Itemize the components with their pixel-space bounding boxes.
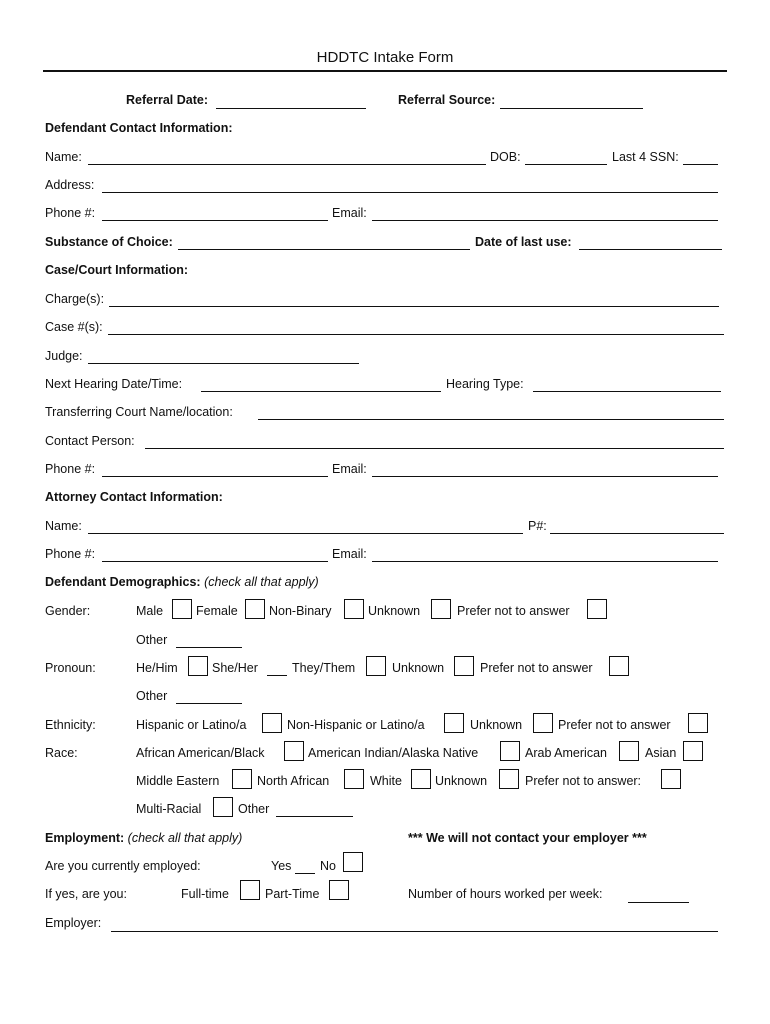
ethnicity-option-hispanic: Hispanic or Latino/a [136,718,247,732]
transferring-court-label: Transferring Court Name/location: [45,405,233,419]
gender-male-checkbox[interactable] [172,599,192,619]
referral-date-field[interactable] [216,108,366,109]
attorney-name-field[interactable] [88,533,523,534]
attorney-phone-field[interactable] [102,561,328,562]
race-option-arab-american: Arab American [525,746,607,760]
race-option-white: White [370,774,402,788]
employment-title: Employment: [45,831,125,845]
gender-label: Gender: [45,604,91,618]
gender-prefer-not-checkbox[interactable] [587,599,607,619]
race-american-indian-checkbox[interactable] [500,741,520,761]
transferring-court-field[interactable] [258,419,724,420]
last-use-field[interactable] [579,249,722,250]
attorney-contact-heading: Attorney Contact Information: [45,490,223,504]
race-label: Race: [45,746,78,760]
pronoun-option-prefer-not: Prefer not to answer [480,661,593,675]
dob-label: DOB: [490,150,521,164]
employer-label: Employer: [45,916,102,930]
race-other-label: Other [238,802,270,816]
race-option-prefer-not: Prefer not to answer: [525,774,642,788]
pronoun-prefer-not-checkbox[interactable] [609,656,629,676]
charges-field[interactable] [109,306,719,307]
referral-source-field[interactable] [500,108,643,109]
charges-label: Charge(s): [45,292,105,306]
race-asian-checkbox[interactable] [683,741,703,761]
contact-person-label: Contact Person: [45,434,135,448]
pronoun-label: Pronoun: [45,661,96,675]
race-option-multi-racial: Multi-Racial [136,802,202,816]
attorney-pnum-field[interactable] [550,533,724,534]
race-african-american-checkbox[interactable] [284,741,304,761]
pronoun-unknown-checkbox[interactable] [454,656,474,676]
gender-option-unknown: Unknown [368,604,421,618]
gender-nonbinary-checkbox[interactable] [344,599,364,619]
next-hearing-label: Next Hearing Date/Time: [45,377,183,391]
full-time-label: Full-time [181,887,229,901]
pronoun-option-theythem: They/Them [292,661,356,675]
title-rule [43,70,727,72]
contact-person-field[interactable] [145,448,724,449]
judge-label: Judge: [45,349,83,363]
ethnicity-unknown-checkbox[interactable] [533,713,553,733]
substance-field[interactable] [178,249,470,250]
employment-note: (check all that apply) [127,831,243,845]
race-multi-racial-checkbox[interactable] [213,797,233,817]
gender-female-checkbox[interactable] [245,599,265,619]
pronoun-option-sheher: She/Her [212,661,258,675]
referral-source-label: Referral Source: [398,93,496,107]
phone-label: Phone #: [45,206,96,220]
referral-date-label: Referral Date: [126,93,208,107]
demographics-note: (check all that apply) [204,575,319,589]
employed-no-label: No [320,859,336,873]
race-option-african-american: African American/Black [136,746,265,760]
employment-heading [45,831,242,845]
part-time-checkbox[interactable] [329,880,349,900]
ssn-field[interactable] [683,164,718,165]
hearing-type-field[interactable] [533,391,721,392]
race-north-african-checkbox[interactable] [344,769,364,789]
ethnicity-non-hispanic-checkbox[interactable] [444,713,464,733]
email-field[interactable] [372,220,718,221]
currently-employed-label: Are you currently employed: [45,859,201,873]
address-label: Address: [45,178,95,192]
gender-option-male: Male [136,604,164,618]
form-title: HDDTC Intake Form [316,49,454,66]
pronoun-sheher-blank[interactable] [267,675,287,676]
address-field[interactable] [102,192,718,193]
substance-label: Substance of Choice: [45,235,173,249]
race-option-unknown: Unknown [435,774,488,788]
last-use-label: Date of last use: [475,235,572,249]
demographics-title: Defendant Demographics: [45,575,201,589]
pronoun-other-label: Other [136,689,168,703]
attorney-phone-label: Phone #: [45,547,96,561]
attorney-email-field[interactable] [372,561,718,562]
employed-yes-label: Yes [271,859,292,873]
pronoun-option-unknown: Unknown [392,661,445,675]
pronoun-option-hehim: He/Him [136,661,178,675]
race-option-american-indian: American Indian/Alaska Native [308,746,479,760]
race-other-field[interactable] [276,816,353,817]
race-arab-american-checkbox[interactable] [619,741,639,761]
gender-other-label: Other [136,633,168,647]
gender-option-prefer-not: Prefer not to answer [457,604,570,618]
ethnicity-label: Ethnicity: [45,718,96,732]
email-label: Email: [332,206,367,220]
phone-field[interactable] [102,220,328,221]
full-time-checkbox[interactable] [240,880,260,900]
employer-field[interactable] [111,931,718,932]
hours-per-week-label: Number of hours worked per week: [408,887,603,901]
race-option-asian: Asian [645,746,677,760]
attorney-pnum-label: P#: [528,519,547,533]
court-phone-field[interactable] [102,476,328,477]
case-number-field[interactable] [108,334,724,335]
if-yes-label: If yes, are you: [45,887,127,901]
ethnicity-prefer-not-checkbox[interactable] [688,713,708,733]
ethnicity-option-unknown: Unknown [470,718,523,732]
hours-per-week-field[interactable] [628,902,689,903]
race-white-checkbox[interactable] [411,769,431,789]
ssn-label: Last 4 SSN: [612,150,679,164]
court-email-field[interactable] [372,476,718,477]
ethnicity-option-prefer-not: Prefer not to answer [558,718,671,732]
pronoun-hehim-checkbox[interactable] [188,656,208,676]
race-option-middle-eastern: Middle Eastern [136,774,220,788]
case-court-heading: Case/Court Information: [45,263,189,277]
case-number-label: Case #(s): [45,320,103,334]
employed-yes-blank[interactable] [295,873,315,874]
race-prefer-not-checkbox[interactable] [661,769,681,789]
court-email-label: Email: [332,462,367,476]
race-unknown-checkbox[interactable] [499,769,519,789]
judge-field[interactable] [88,363,359,364]
ethnicity-hispanic-checkbox[interactable] [262,713,282,733]
defendant-contact-heading: Defendant Contact Information: [45,121,233,135]
dob-field[interactable] [525,164,607,165]
next-hearing-field[interactable] [201,391,441,392]
attorney-name-label: Name: [45,519,82,533]
gender-unknown-checkbox[interactable] [431,599,451,619]
demographics-heading [45,575,319,589]
race-option-north-african: North African [257,774,330,788]
gender-option-nonbinary: Non-Binary [269,604,332,618]
employer-notice: *** We will not contact your employer *** [408,831,647,845]
race-middle-eastern-checkbox[interactable] [232,769,252,789]
name-label: Name: [45,150,82,164]
gender-option-female: Female [196,604,238,618]
employed-no-checkbox[interactable] [343,852,363,872]
hearing-type-label: Hearing Type: [446,377,524,391]
court-phone-label: Phone #: [45,462,96,476]
pronoun-theythem-checkbox[interactable] [366,656,386,676]
attorney-email-label: Email: [332,547,367,561]
name-field[interactable] [88,164,486,165]
pronoun-other-field[interactable] [176,703,242,704]
part-time-label: Part-Time [265,887,320,901]
ethnicity-option-non-hispanic: Non-Hispanic or Latino/a [287,718,425,732]
gender-other-field[interactable] [176,647,242,648]
